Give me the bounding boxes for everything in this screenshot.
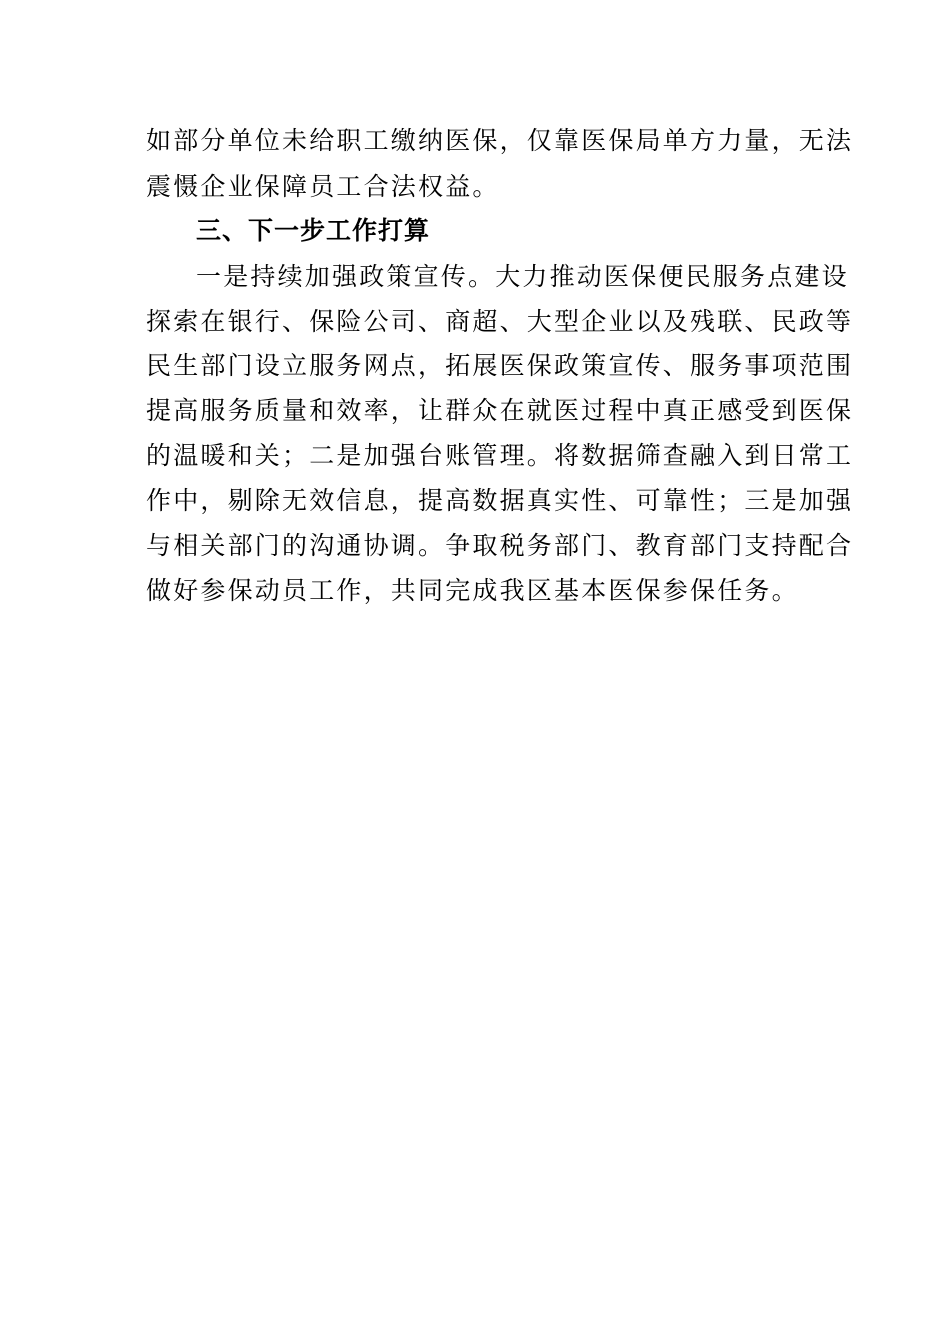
- section-heading: 三、下一步工作打算: [196, 216, 431, 245]
- paragraph-line: 做好参保动员工作，共同完成我区基本医保参保任务。: [146, 576, 799, 605]
- paragraph-line: 如部分单位未给职工缴纳医保，仅靠医保局单方力量，无法: [146, 126, 854, 155]
- paragraph-line: 的温暖和关；二是加强台账管理。将数据筛查融入到日常工: [146, 441, 854, 470]
- paragraph-line: 震慑企业保障员工合法权益。: [146, 172, 500, 201]
- paragraph-line: 作中，剔除无效信息，提高数据真实性、可靠性；三是加强: [146, 486, 854, 515]
- paragraph-line: 提高服务质量和效率，让群众在就医过程中真正感受到医保: [146, 396, 854, 425]
- paragraph-line: 与相关部门的沟通协调。争取税务部门、教育部门支持配合: [146, 531, 854, 560]
- paragraph-line: 民生部门设立服务网点，拓展医保政策宣传、服务事项范围: [146, 351, 854, 380]
- paragraph-line: 探索在银行、保险公司、商超、大型企业以及残联、民政等: [146, 307, 854, 336]
- paragraph-line: 一是持续加强政策宣传。大力推动医保便民服务点建设: [196, 262, 849, 291]
